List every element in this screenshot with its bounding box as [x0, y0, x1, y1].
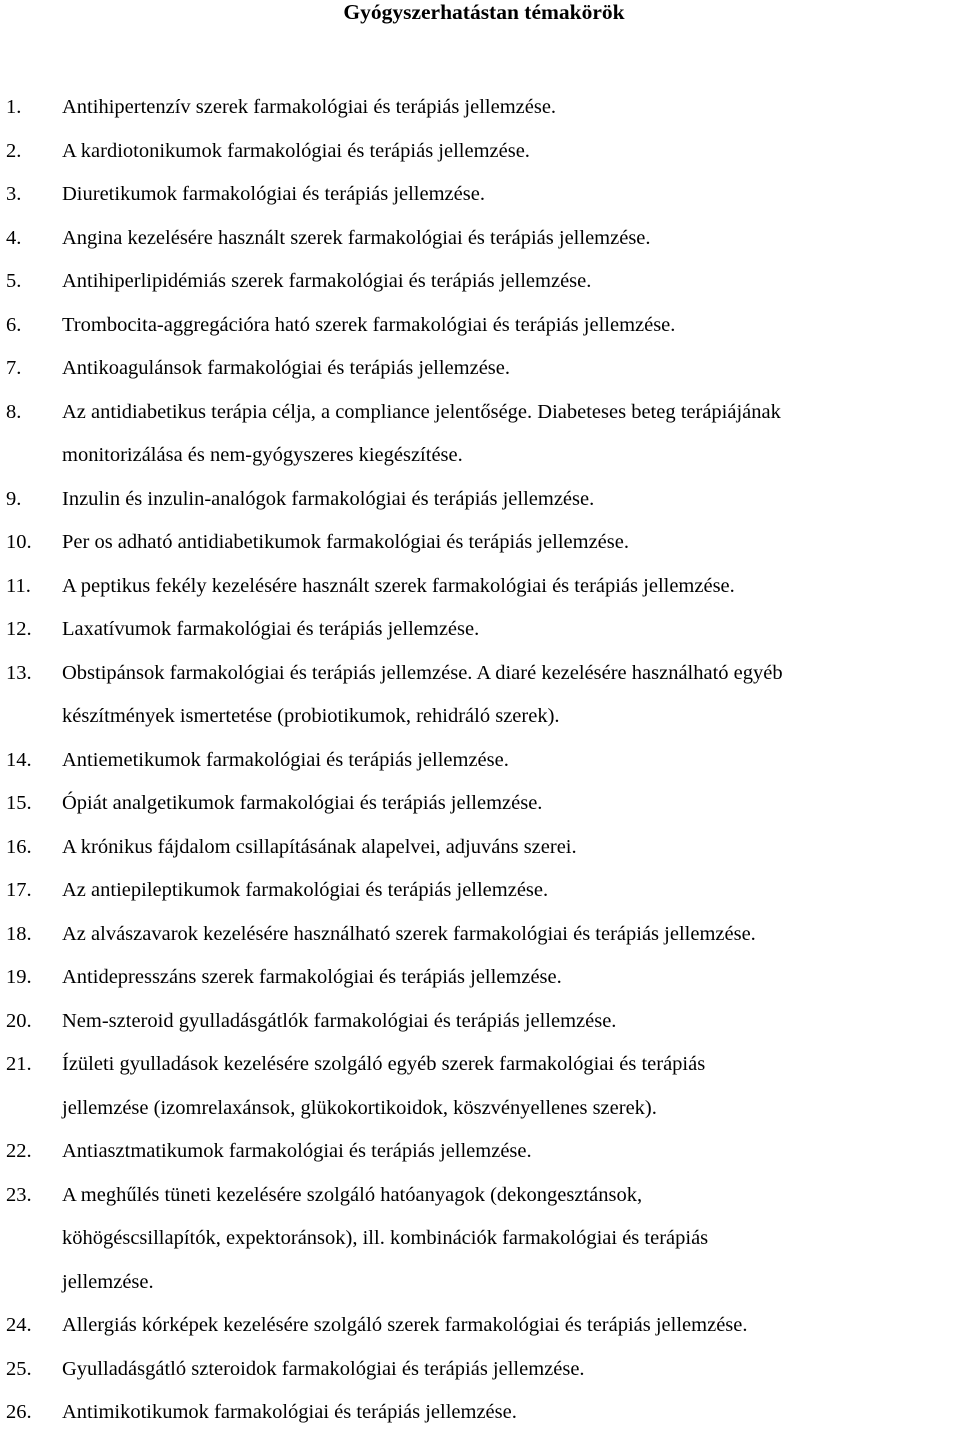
topic-number: 12. [6, 618, 32, 640]
topic-item [0, 1174, 960, 1305]
topic-text-line: A peptikus fekély kezelésére használt szerek farmakológiai és terápiás jellemzése. [62, 574, 735, 597]
topic-number: 2. [6, 139, 22, 162]
topic-list [0, 86, 960, 1435]
topic-text-line: Ópiát analgetikumok farmakológiai és terápiás jellemzése. [62, 792, 543, 814]
topic-number: 18. [6, 922, 32, 945]
topic-number: 6. [6, 313, 22, 336]
topic-number: 26. [6, 1401, 32, 1423]
topic-text-line: jellemzése (izomrelaxánsok, glükokortikoidok, köszvényellenes szerek). [62, 1096, 657, 1119]
topic-item [0, 1304, 960, 1348]
topic-item [0, 608, 960, 652]
topic-number: 9. [6, 487, 22, 510]
topic-text-line: Inzulin és inzulin-analógok farmakológiai és terápiás jellemzése. [62, 487, 595, 510]
topic-number: 22. [6, 1140, 32, 1162]
topic-number: 7. [6, 357, 22, 379]
topic-text-line: jellemzése. [62, 1270, 154, 1293]
topic-text-line: Antihiperlipidémiás szerek farmakológiai és terápiás jellemzése. [62, 270, 592, 292]
topic-text-line: Nem-szteroid gyulladásgátlók farmakológiai és terápiás jellemzése. [62, 1009, 617, 1032]
topic-number: 15. [6, 792, 32, 814]
topic-item [0, 260, 960, 304]
topic-number: 25. [6, 1357, 32, 1380]
topic-number: 20. [6, 1009, 32, 1032]
topic-text-line: Ízületi gyulladások kezelésére szolgáló egyéb szerek farmakológiai és terápiás [62, 1053, 706, 1075]
topic-text-line: Antihipertenzív szerek farmakológiai és terápiás jellemzése. [62, 96, 557, 118]
topic-item [0, 1043, 960, 1130]
topic-text-line: Per os adható antidiabetikumok farmakológiai és terápiás jellemzése. [62, 531, 629, 553]
topic-number: 3. [6, 183, 22, 205]
topic-number: 13. [6, 661, 32, 684]
topic-number: 4. [6, 226, 22, 249]
topic-text-line: Diuretikumok farmakológiai és terápiás jellemzése. [62, 183, 485, 205]
topic-text-line: köhögéscsillapítók, expektoránsok), ill. kombinációk farmakológiai és terápiás [62, 1227, 709, 1249]
topic-text-line: Az antiepileptikumok farmakológiai és terápiás jellemzése. [62, 879, 549, 901]
topic-text-line: A kardiotonikumok farmakológiai és terápiás jellemzése. [62, 139, 530, 162]
topic-item [0, 1130, 960, 1174]
topic-item [0, 782, 960, 826]
topic-number: 16. [6, 835, 32, 858]
topic-number: 21. [6, 1053, 32, 1075]
topic-number: 10. [6, 531, 32, 553]
topic-item [0, 391, 960, 478]
topic-text-line: Obstipánsok farmakológiai és terápiás jellemzése. A diaré kezelésére használható egyéb [62, 661, 783, 684]
topic-text-line: Az antidiabetikus terápia célja, a compliance jelentősége. Diabeteses beteg terápiájának [62, 400, 781, 423]
topic-number: 23. [6, 1183, 32, 1206]
topic-text-line: Antiasztmatikumok farmakológiai és terápiás jellemzése. [62, 1140, 532, 1162]
topic-text-line: Antidepresszáns szerek farmakológiai és terápiás jellemzése. [62, 966, 562, 988]
topic-item [0, 869, 960, 913]
topic-item [0, 173, 960, 217]
topic-item [0, 565, 960, 609]
topic-text-line: A meghűlés tüneti kezelésére szolgáló hatóanyagok (dekongesztánsok, [62, 1183, 643, 1206]
topic-text-line: Antikoagulánsok farmakológiai és terápiás jellemzése. [62, 357, 510, 379]
topic-text-line: Az alvászavarok kezelésére használható szerek farmakológiai és terápiás jellemzése. [62, 922, 756, 945]
topic-item [0, 1348, 960, 1392]
topic-item [0, 217, 960, 261]
topic-item [0, 739, 960, 783]
topic-text-line: monitorizálása és nem-gyógyszeres kiegészítése. [62, 444, 463, 466]
topic-number: 19. [6, 966, 32, 988]
topic-text-line: Angina kezelésére használt szerek farmakológiai és terápiás jellemzése. [62, 226, 651, 249]
topic-item [0, 86, 960, 130]
topic-item [0, 347, 960, 391]
topic-item [0, 130, 960, 174]
topic-item [0, 478, 960, 522]
topic-number: 11. [6, 574, 31, 597]
topic-text-line: Allergiás kórképek kezelésére szolgáló szerek farmakológiai és terápiás jellemzése. [62, 1314, 748, 1336]
topic-number: 1. [6, 96, 22, 118]
topic-item [0, 521, 960, 565]
topic-item [0, 652, 960, 739]
topic-number: 14. [6, 748, 32, 771]
topic-text-line: Trombocita-aggregációra ható szerek farmakológiai és terápiás jellemzése. [62, 313, 676, 336]
topic-item [0, 1000, 960, 1044]
topic-text-line: Antimikotikumok farmakológiai és terápiás jellemzése. [62, 1401, 517, 1423]
topic-text-line: Gyulladásgátló szteroidok farmakológiai és terápiás jellemzése. [62, 1357, 585, 1380]
topic-number: 8. [6, 400, 22, 423]
topic-number: 17. [6, 879, 32, 901]
topic-number: 5. [6, 270, 22, 292]
topic-text-line: A krónikus fájdalom csillapításának alapelvei, adjuváns szerei. [62, 835, 577, 858]
topic-item [0, 826, 960, 870]
topic-text-line: Laxatívumok farmakológiai és terápiás jellemzése. [62, 618, 480, 640]
topic-item [0, 956, 960, 1000]
topic-item [0, 913, 960, 957]
page-title: Gyógyszerhatástan témakörök [343, 0, 625, 24]
topic-item [0, 304, 960, 348]
topic-text-line: Antiemetikumok farmakológiai és terápiás jellemzése. [62, 748, 509, 771]
topic-text-line: készítmények ismertetése (probiotikumok, rehidráló szerek). [62, 705, 560, 727]
topic-number: 24. [6, 1314, 32, 1336]
